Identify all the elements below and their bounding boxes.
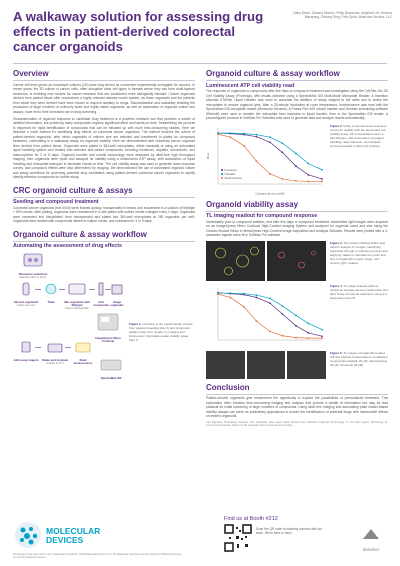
treated-image <box>267 241 326 281</box>
data-point <box>256 135 258 137</box>
workflow-step-add-compounds: Add compounds <box>93 282 109 308</box>
overview-paragraph-1: Cancer cell lines grown as monolayer cultures (2D) have long served as convenient experimental surrogates for cancers. In recent years, the 3D culture of cancer cells, often alongside other cell types in formats where they can form multi-layered structures, is enabling new models for cancer research that are considered more biologically relevant. Cancer organoids derived from patient tissue offer researchers a highly relevant disease model system, as these organoids and the patients from which they were derived have been shown to respond similarly to drugs. Standardization and scalability enabling the production of large numbers of uniformly sized and highly viable organoids, as well as automation of organoid culture and assays, have led to their increased use in drug screening. <box>13 82 195 114</box>
data-point <box>321 168 323 170</box>
data-point <box>256 296 258 298</box>
luminescence-heading: Organoid culture & assay workflow <box>206 69 340 78</box>
crc-paragraph: Colorectal cancer organoids (line 0040) were thawed quickly, resuspended in media, and suspended in a solution of Matrigel + 50% media. After plating, organoids were maintained in 6-well plates with culture media changed every 3 days. Organoids were harvested and dissociated, then resuspended and plated into 384-well microplates at 250 organoids per well. Organoids were treated with compounds diluted in culture media, and incubated for 3 or 5 days. <box>13 205 195 223</box>
workflow-step-thaw: Thaw <box>41 282 61 304</box>
data-point <box>243 132 245 134</box>
data-point <box>282 313 284 315</box>
workflow-step-add-reagent: Add assay reagent <box>13 340 39 362</box>
qr-instructions: Scan the QR code to instantly connect with our team. We're here to help! <box>256 527 323 536</box>
data-point <box>321 328 323 330</box>
molecular-devices-logo <box>13 520 101 550</box>
figure-4-caption: Figure 4. TL image analysis (above) plotted as average area per well before and after 5-day compound treatment, using a 4-parameter curve fit. <box>330 283 388 300</box>
data-point <box>269 302 271 304</box>
figure-1 <box>13 252 195 380</box>
data-point <box>282 151 284 153</box>
section-divider <box>13 197 195 198</box>
data-point <box>269 136 271 138</box>
figure-4 <box>206 284 388 348</box>
instrument-icon <box>96 312 120 332</box>
y-axis-label: RLU <box>206 152 210 159</box>
bioreactor-icon <box>21 252 45 268</box>
data-point <box>295 165 297 167</box>
danaher-mark-icon <box>361 527 381 541</box>
data-point <box>321 178 323 180</box>
area-chart <box>206 284 326 348</box>
legend-label: Cisplatin <box>224 171 236 176</box>
crc-heading: CRC organoid culture & assays <box>13 185 133 195</box>
staurosporine-image <box>247 351 286 379</box>
imaging-heading: Organoid viability assay <box>206 199 299 209</box>
data-point <box>295 336 297 338</box>
conclusion-note: Cell Signaling Technology reagents and Tinyhands were used under license from Hubrecht Organoid Technology. Tv and Ilife Gigorn Technology for commercial purposes. Patent on 3D organoid culture protocols are pending. <box>206 420 388 427</box>
data-point <box>217 133 219 135</box>
legend-marker <box>221 177 223 179</box>
data-point <box>321 337 323 339</box>
organoid-images <box>206 241 326 281</box>
automation-heading: Organoid culture & assay workflow <box>13 229 147 239</box>
dose-response-chart <box>206 124 326 196</box>
figure-1-caption: Figure 1. Overview of the experimental process from organoid seeding (day 0) and compound addition (day 2) to results, by imaging and luminescent microplate reader viability assay (day 7). <box>129 321 193 342</box>
treated-organoid-images <box>206 351 326 379</box>
series-line-1 <box>218 133 322 170</box>
logo-text: MOLECULAR DEVICES <box>46 526 101 545</box>
workflow-step-mix: Mix organoids with Matrigel Seed in 384-well plate <box>63 282 91 311</box>
luminescence-subheading: Luminescent ATP cell viability read <box>206 82 295 89</box>
data-point <box>230 136 232 138</box>
data-point <box>282 305 284 307</box>
imaging-subheading: TL imaging readout for compound response <box>206 213 318 219</box>
data-point <box>243 306 245 308</box>
qr-code[interactable] <box>224 524 252 552</box>
figure-2-caption: Figure 2. 5-day compound dose-response curves for viability with the automated cell viability assay. All concentrations were 3-fold dilutions, with automation of reagent handling, data collection, and analysis produced results in about 40 minutes. <box>330 123 387 148</box>
footer-disclaimer: For Research Use Only. Not for use in diagnostic procedures. ©2023 Molecular Devices, LLC. All trademarks used herein are the property of Molecular Devices, LLC or their respective owners. <box>13 553 183 559</box>
legend-marker <box>221 169 223 171</box>
data-point <box>321 335 323 337</box>
data-point <box>230 132 232 134</box>
reader-icon <box>100 358 122 372</box>
data-point <box>269 330 271 332</box>
automation-subheading: Automating the assessment of drug effects <box>13 243 122 249</box>
qr-code-icon <box>224 524 252 552</box>
workflow-step-image: Image organoids <box>109 282 125 308</box>
header-divider <box>13 63 387 64</box>
microscope-icon <box>110 282 124 296</box>
legend-marker <box>221 173 223 175</box>
data-point <box>217 293 219 295</box>
data-point <box>295 180 297 182</box>
data-point <box>269 297 271 299</box>
workflow-step-shake: Shake and incubate Incubate at 37°C <box>41 340 69 365</box>
snowflake-icon <box>43 282 59 296</box>
data-point <box>256 294 258 296</box>
overview-heading: Overview <box>13 69 49 78</box>
poster-title: A walkaway solution for assessing drug effects in patient-derived colorectal cancer organoids <box>13 9 264 54</box>
cisplatin-image <box>206 351 245 379</box>
data-point <box>308 180 310 182</box>
luminescence-icon <box>74 340 92 354</box>
data-point <box>295 314 297 316</box>
data-point <box>308 322 310 324</box>
data-point <box>256 133 258 135</box>
irinotecan-image <box>287 351 326 379</box>
data-point <box>256 160 258 162</box>
section-divider <box>13 241 195 242</box>
data-point <box>230 292 232 294</box>
left-column <box>13 69 195 380</box>
data-point <box>295 324 297 326</box>
workflow-diagram <box>13 252 125 380</box>
imaging-paragraph: Immediately prior to compound addition, and after five days of compound treatment, transmitted light images were acquired on an ImageXpress Micro Confocal High-Content Imaging System and analyzed for organoid count and size using the Custom Module Editor in MetaXpress High-Content Image Acquisition and Analysis Software. Results were plotted with a 4-parameter logistic curve fit in SoftMax Pro software. <box>206 219 388 237</box>
tube-icon <box>17 282 35 296</box>
section-divider <box>206 211 388 212</box>
data-point <box>269 172 271 174</box>
right-column <box>206 69 388 427</box>
figure-3 <box>206 241 388 281</box>
data-point <box>282 334 284 336</box>
data-point <box>269 141 271 143</box>
data-point <box>308 162 310 164</box>
reagent-icon <box>17 340 35 354</box>
plate-icon <box>67 282 87 296</box>
figure-5-caption: Figure 5. TL images of organoids treated with the highest concentrations of indicated compounds (cisplatin 20 µM, staurosporine 40 µM, irinotecan 35 µM). <box>330 350 388 367</box>
data-point <box>243 292 245 294</box>
workflow-step-bioreactor: Bioreactor expansion Maintain culture in 10 mL <box>13 252 53 279</box>
section-divider <box>206 80 388 81</box>
data-point <box>282 178 284 180</box>
data-point <box>256 320 258 322</box>
shaker-icon <box>46 340 64 354</box>
data-point <box>243 144 245 146</box>
x-axis-label: Compound conc (µM) <box>255 191 285 195</box>
data-point <box>308 173 310 175</box>
legend-label: Irinotecan <box>224 167 237 172</box>
data-point <box>282 142 284 144</box>
figure-5 <box>206 351 388 379</box>
workflow-step-imagexpress: ImageXpress Micro Confocal <box>93 312 123 344</box>
legend-label: Staurosporine <box>224 175 242 180</box>
conclusion-heading: Conclusion <box>206 382 250 392</box>
booth-info: Find us at Booth #212 <box>224 516 278 522</box>
data-point <box>308 332 310 334</box>
author-list: Cathy Olsen, Oksana Sirenko, Philip Brackman, Angeline Lim, Krishna Macaraeg, Zhisong Tong, Felix Spira, Molecular Devices, LLC <box>292 11 392 20</box>
workflow-step-spectramax: SpectraMax iD5 <box>97 358 125 380</box>
figure-2 <box>206 124 388 196</box>
luminescence-paragraph: The response of organoids to compounds after five days of compound treatment was investigated using the CellTiter-Glo 3D Cell Viability Assay (Promega), with results detected using a SpectraMax iD5 Multi-Mode Microplate Reader. A Hamilton Microlab STARlet Liquid Handler was used to automate the addition of assay reagent to the wells and to shake the microplates to ensure organoid lysis. After a 25-minute incubation at room temperature, luminescence was read with the SpectraMax iD5 microplate reader (Molecular Devices). A Protea Flex 400 robotic handler and Genesis scheduling software (Retisoft) were used to transfer the microplate from incubator to liquid handler, then to the SpectraMax iD5 reader. A preconfigured protocol in SoftMax Pro Software was used to generate data and analyze results automatically. <box>206 89 388 120</box>
workflow-step-harvest: Harvest organoids Collect and count <box>13 282 39 307</box>
data-point <box>230 296 232 298</box>
data-point <box>321 180 323 182</box>
poster-header <box>0 0 400 64</box>
data-point <box>308 337 310 339</box>
danaher-logo: danaher <box>352 527 390 551</box>
crc-subheading: Seeding and compound treatment <box>13 199 99 205</box>
data-point <box>295 152 297 154</box>
control-image <box>206 241 265 281</box>
section-divider <box>206 394 388 395</box>
section-divider <box>13 80 195 81</box>
workflow-step-read: Read luminescence <box>71 340 95 366</box>
logo-mark-icon <box>13 520 43 550</box>
figure-3-caption: Figure 3. The Custom Module Editor was used to analyze TL images, identifying organoids through a multi-step process and applying masks to calculate the count and size of organoids in each image. Left: control, right: treated. <box>330 240 388 265</box>
conclusion-paragraph: Patient-derived organoids give researchers the opportunity to explore the possibilities of personalized treatment. This exploration often involves time-consuming imaging and analysis that provide a wealth of information but may be less practical for initial screening of large numbers of compounds. Using label-free imaging and automating plate reader-based viability assays can serve as preliminary approaches to screen the identification of potential drugs with measurable effects on treated organoids. <box>206 396 388 418</box>
overview-paragraph-2: Characterization of organoid response to candidate drug treatment is a powerful research tool that provides a wealth of detailed information, but screening many compounds requires significant effort and hands-on time. Streamlining the process is important for rapid identification of compounds that can be followed up with more time-consuming studies. Here we describe a novel method for identifying drug effects on colorectal cancer organoids. The method involves the culture of patient-derived organoids, after which organoids of uniform size are selected and transferred to plates for compound treatment, culminating in a walkaway assay for organoid viability. Here we demonstrated with colorectal cancer organoid lines derived from patient tissue. Organoids were plated in 384-well microplates, either manually or using an automated liquid handling system and treated with selected anti-cancer compounds, including irinotecan, cisplatin, doxorubicin, and staurosporine for 3 or 5 days. Organoid number and overall morphology were assessed by label-free high throughput imaging, then organoids were lysed and assayed for viability using a luminescent ATP assay, with automation of liquid handling and microplate transport to decrease hands-on time. The cell viability assay was used to generate dose-response curves, and compound effects were also determined by imaging. We demonstrated the use of automated organoid culture and assay workflows for screening potential drug candidates using patient-derived colorectal cancer organoids to rapidly identify effective compounds for further study. <box>13 116 195 179</box>
